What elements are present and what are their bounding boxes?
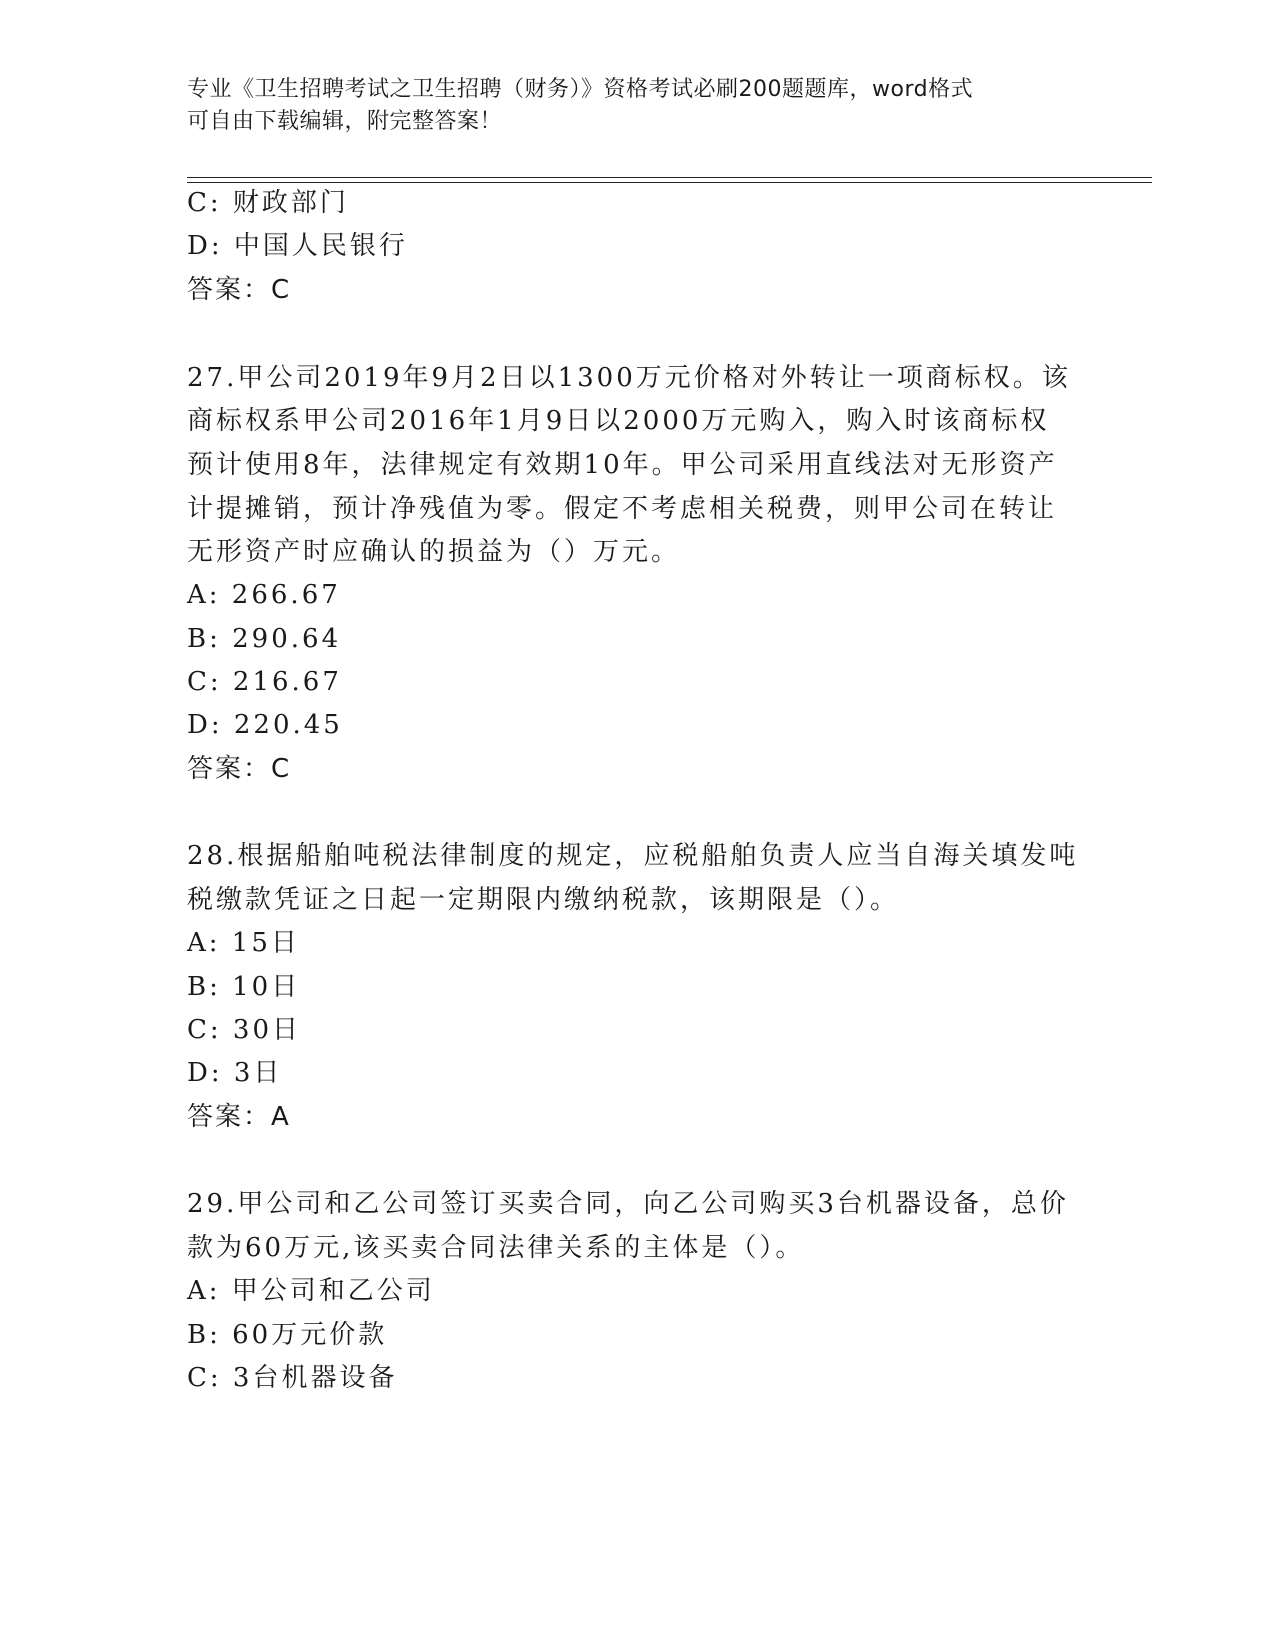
q27-option-d: D: 220.45 (187, 710, 343, 740)
q27-text-line-2: 商标权系甲公司2016年1月9日以2000万元购入，购入时该商标权 (187, 406, 1050, 436)
header-title-line-2: 可自由下载编辑，附完整答案！ (187, 109, 503, 134)
q28-option-d: D: 3日 (187, 1058, 283, 1088)
q27-option-b: B: 290.64 (187, 624, 342, 654)
q27-text-line-4: 计提摊销，预计净残值为零。假定不考虑相关税费，则甲公司在转让 (187, 494, 1058, 524)
q29-option-a: A: 甲公司和乙公司 (187, 1276, 435, 1306)
prev-answer: 答案：C (187, 275, 292, 305)
q27-option-c: C: 216.67 (187, 667, 342, 697)
q28-text-line-1: 28.根据船舶吨税法律制度的规定，应税船舶负责人应当自海关填发吨 (187, 841, 1079, 871)
header-divider-top (187, 177, 1152, 178)
q28-answer: 答案：A (187, 1102, 291, 1132)
q29-option-c: C: 3台机器设备 (187, 1363, 398, 1393)
q28-option-c: C: 30日 (187, 1015, 302, 1045)
document-header (187, 74, 1067, 138)
q29-text-line-1: 29.甲公司和乙公司签订买卖合同，向乙公司购买3台机器设备，总价 (187, 1189, 1069, 1219)
q29-option-b: B: 60万元价款 (187, 1320, 388, 1350)
q27-text-line-5: 无形资产时应确认的损益为（）万元。 (187, 537, 681, 567)
q28-option-b: B: 10日 (187, 972, 301, 1002)
q27-option-a: A: 266.67 (187, 580, 341, 610)
prev-option-c: C: 财政部门 (187, 188, 349, 218)
q27-text-line-1: 27.甲公司2019年9月2日以1300万元价格对外转让一项商标权。该 (187, 363, 1071, 393)
q28-text-line-2: 税缴款凭证之日起一定期限内缴纳税款，该期限是（）。 (187, 885, 900, 915)
q27-answer: 答案：C (187, 754, 292, 784)
q27-text-line-3: 预计使用8年，法律规定有效期10年。甲公司采用直线法对无形资产 (187, 450, 1058, 480)
q29-text-line-2: 款为60万元,该买卖合同法律关系的主体是（）。 (187, 1233, 805, 1263)
prev-option-d: D: 中国人民银行 (187, 231, 408, 261)
q28-option-a: A: 15日 (187, 928, 300, 958)
header-title-line-1: 专业《卫生招聘考试之卫生招聘（财务）》资格考试必刷200题题库，word格式 (187, 77, 974, 102)
